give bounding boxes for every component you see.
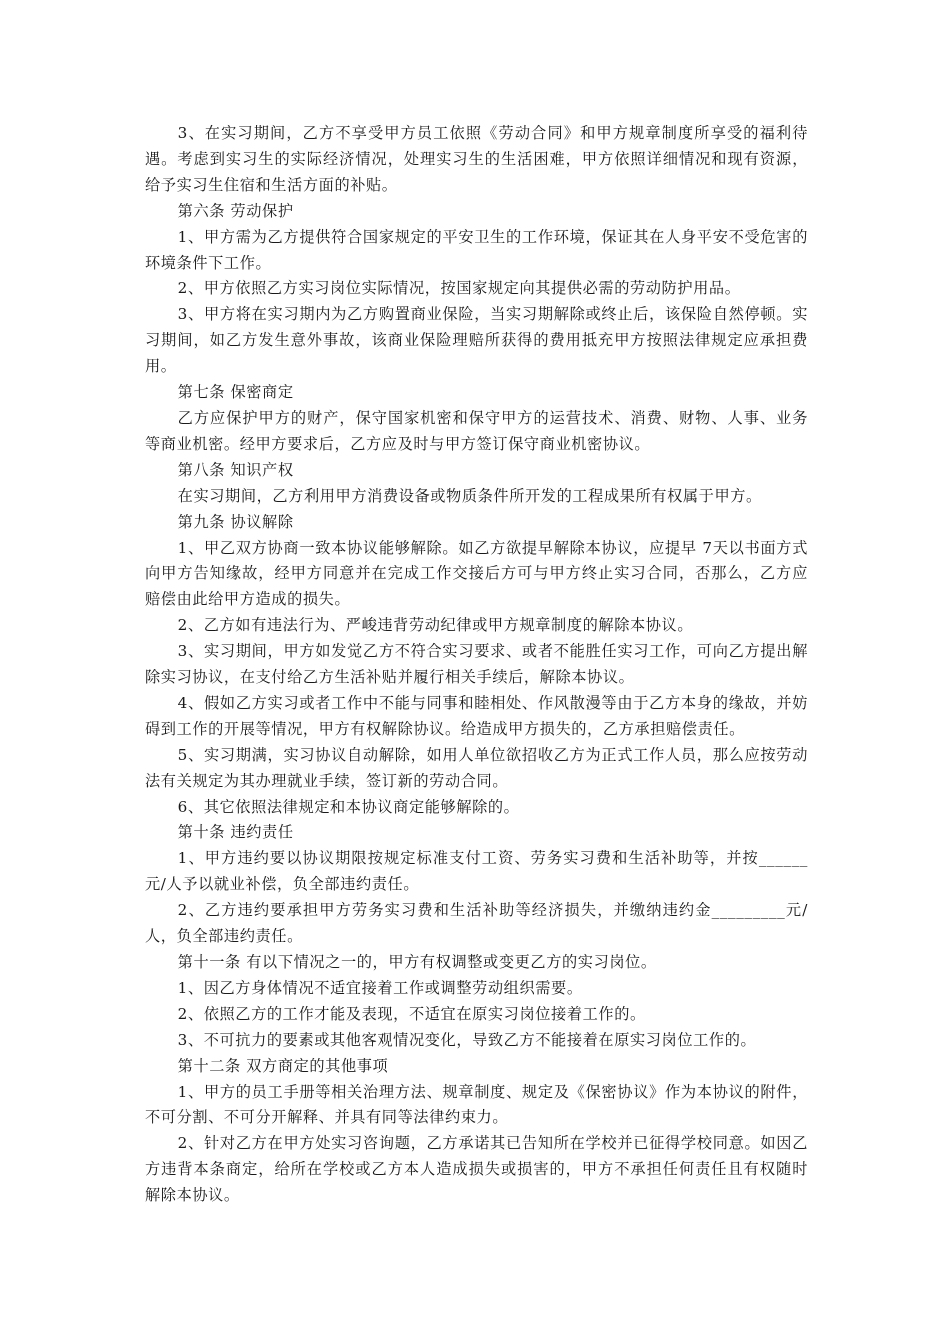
paragraph-article12-item2: 2、针对乙方在甲方处实习咨询题，乙方承诺其已告知所在学校并已征得学校同意。如因乙方违背本条商定，给所在学校或乙方本人造成损失或损害的，甲方不承担任何责任且有权随时解除本协议。 <box>145 1134 808 1205</box>
paragraph-article9-item6: 6、其它依照法律规定和本协议商定能够解除的。 <box>177 797 520 816</box>
document-body <box>145 121 808 1209</box>
paragraph-article11-item2: 2、依照乙方的工作才能及表现，不适宜在原实习岗位接着工作的。 <box>177 1004 646 1023</box>
paragraph-article9-item3: 3、实习期间，甲方如发觉乙方不符合实习要求、或者不能胜任实习工作，可向乙方提出解除实习协议，在支付给乙方生活补贴并履行相关手续后，解除本协议。 <box>145 642 808 687</box>
heading-article12: 第十二条 双方商定的其他事项 <box>177 1056 389 1075</box>
paragraph-article6-item2: 2、甲方依照乙方实习岗位实际情况，按国家规定向其提供必需的劳动防护用品。 <box>177 279 741 298</box>
paragraph-article11-item3: 3、不可抗力的要素或其他客观情况变化，导致乙方不能接着在原实习岗位工作的。 <box>177 1030 757 1049</box>
heading-article9: 第九条 协议解除 <box>177 512 294 531</box>
paragraph-article9-item2: 2、乙方如有违法行为、严峻违背劳动纪律或甲方规章制度的解除本协议。 <box>177 616 694 635</box>
paragraph-article9-item5: 5、实习期满，实习协议自动解除，如用人单位欲招收乙方为正式工作人员，那么应按劳动法有关规定为其办理就业手续，签订新的劳动合同。 <box>145 745 808 790</box>
heading-article10: 第十条 违约责任 <box>177 823 294 842</box>
paragraph-article10-item2: 2、乙方违约要承担甲方劳务实习费和生活补助等经济损失，并缴纳违约金_________元/人，负全部违约责任。 <box>145 901 808 946</box>
heading-article6: 第六条 劳动保护 <box>177 201 294 220</box>
paragraph-article7-body: 乙方应保护甲方的财产，保守国家机密和保守甲方的运营技术、消费、财物、人事、业务等商业机密。经甲方要求后，乙方应及时与甲方签订保守商业机密协议。 <box>145 408 808 453</box>
paragraph-article8-body: 在实习期间，乙方利用甲方消费设备或物质条件所开发的工程成果所有权属于甲方。 <box>177 486 762 505</box>
paragraph-article12-item1: 1、甲方的员工手册等相关治理方法、规章制度、规定及《保密协议》作为本协议的附件，不可分割、不可分开解释、并具有同等法律约束力。 <box>145 1082 808 1127</box>
paragraph-article6-item3: 3、甲方将在实习期内为乙方购置商业保险，当实习期解除或终止后，该保险自然停顿。实习期间，如乙方发生意外事故，该商业保险理赔所获得的费用抵充甲方按照法律规定应承担费用。 <box>145 305 808 376</box>
paragraph-article5-item3: 3、在实习期间，乙方不享受甲方员工依照《劳动合同》和甲方规章制度所享受的福利待遇。考虑到实习生的实际经济情况，处理实习生的生活困难，甲方依照详细情况和现有资源，给予实习生住宿和生活方面的补贴。 <box>145 124 808 194</box>
paragraph-article11-item1: 1、因乙方身体情况不适宜接着工作或调整劳动组织需要。 <box>177 978 583 997</box>
heading-article8: 第八条 知识产权 <box>177 460 294 479</box>
paragraph-article9-item1: 1、甲乙双方协商一致本协议能够解除。如乙方欲提早解除本协议，应提早 7天以书面方式向甲方告知缘故，经甲方同意并在完成工作交接后方可与甲方终止实习合同，否那么，乙方应赔偿由此给甲方造成的损失。 <box>145 538 808 609</box>
heading-article7: 第七条 保密商定 <box>177 383 294 402</box>
paragraph-article9-item4: 4、假如乙方实习或者工作中不能与同事和睦相处、作风散漫等由于乙方本身的缘故，并妨碍到工作的开展等情况，甲方有权解除协议。给造成甲方损失的，乙方承担赔偿责任。 <box>145 693 808 738</box>
paragraph-article6-item1: 1、甲方需为乙方提供符合国家规定的平安卫生的工作环境，保证其在人身平安不受危害的环境条件下工作。 <box>145 227 808 272</box>
paragraph-article10-item1: 1、甲方违约要以协议期限按规定标准支付工资、劳务实习费和生活补助等，并按______元/人予以就业补偿，负全部违约责任。 <box>145 849 808 894</box>
heading-article11: 第十一条 有以下情况之一的，甲方有权调整或变更乙方的实习岗位。 <box>177 953 657 971</box>
